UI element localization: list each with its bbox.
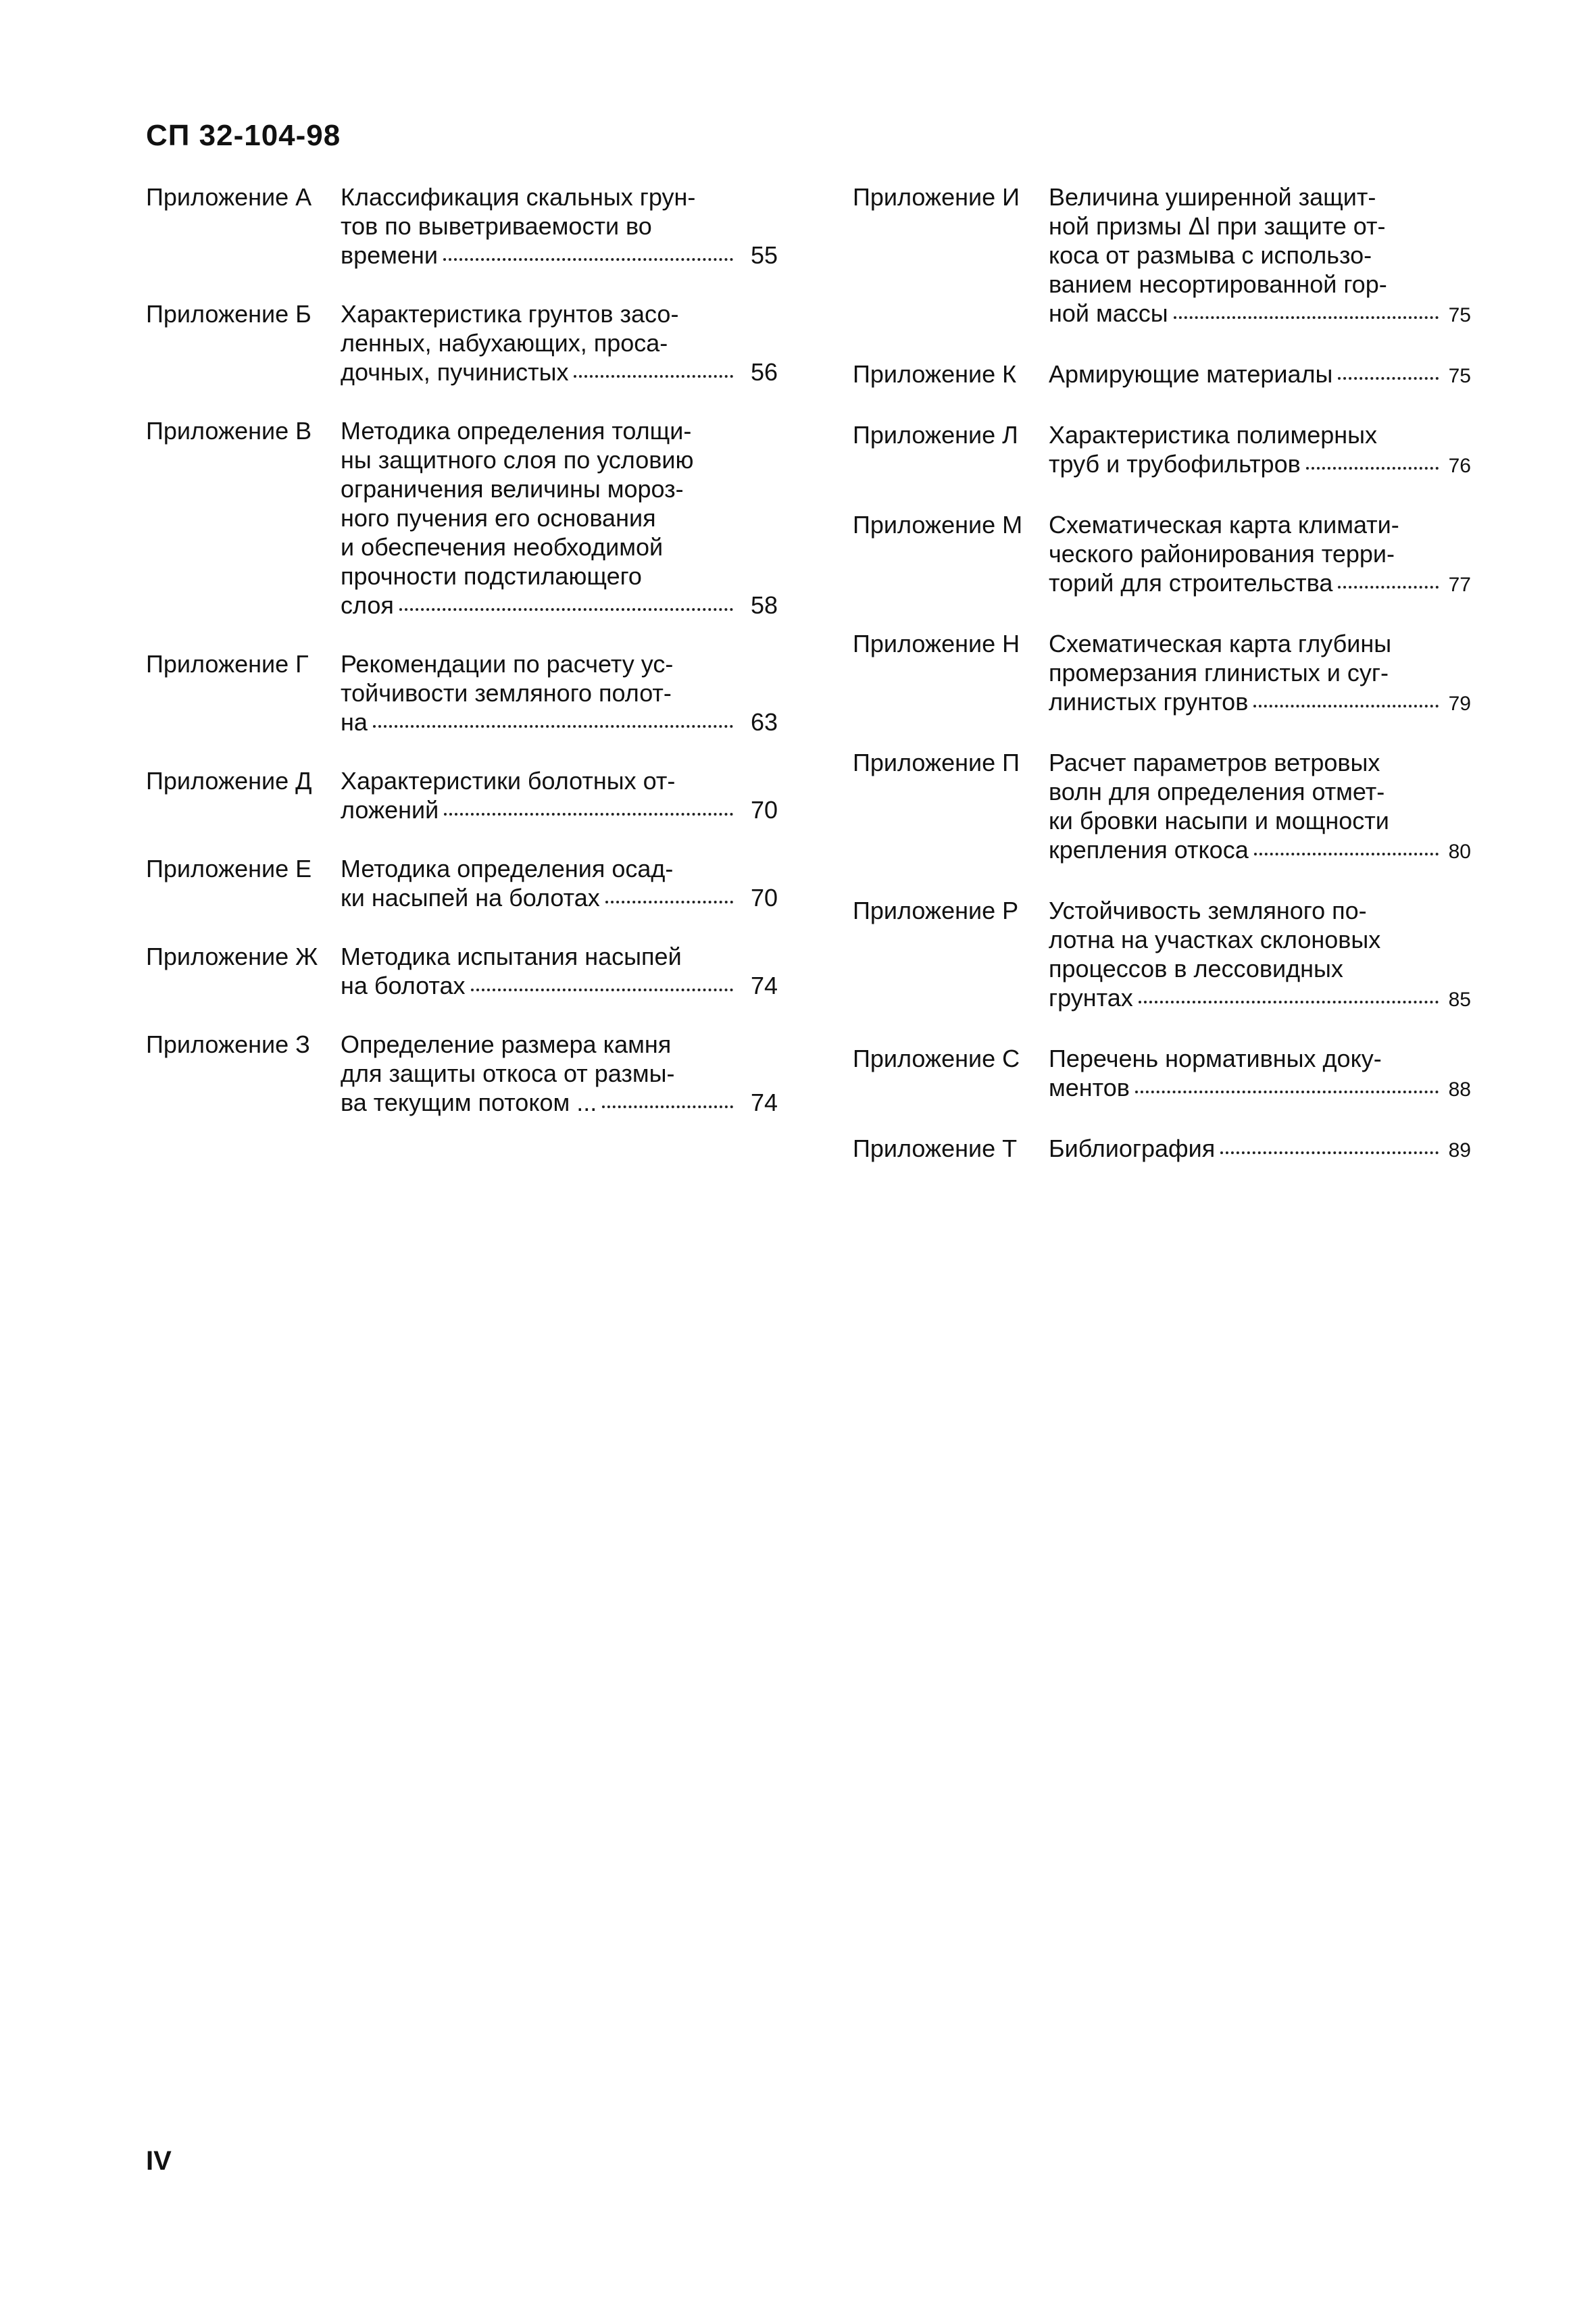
title-line: и обеспечения необходимой bbox=[341, 533, 664, 561]
page-number: 77 bbox=[1448, 574, 1471, 596]
title-last-line bbox=[1049, 568, 1471, 599]
toc-entry[interactable] bbox=[146, 942, 778, 1000]
page-number: 79 bbox=[1448, 693, 1471, 715]
toc-entry[interactable] bbox=[853, 1134, 1471, 1165]
page-number: 76 bbox=[1448, 455, 1471, 477]
title-line: тойчивости земляного полот- bbox=[341, 679, 672, 707]
appendix-label: Приложение Г bbox=[146, 650, 309, 678]
toc-left-column bbox=[146, 182, 778, 1147]
title-last-line bbox=[341, 241, 778, 270]
appendix-label: Приложение В bbox=[146, 417, 312, 445]
appendix-title bbox=[1049, 896, 1471, 1014]
title-line: для защиты откоса от размы- bbox=[341, 1060, 675, 1087]
appendix-title bbox=[1049, 359, 1471, 391]
dot-leader bbox=[1174, 316, 1439, 319]
title-line: крепления откоса bbox=[1049, 836, 1249, 864]
title-line: волн для определения отмет- bbox=[1049, 778, 1385, 805]
title-line: ленных, набухающих, проса- bbox=[341, 329, 668, 357]
page-number: 56 bbox=[750, 358, 778, 386]
page-number: 89 bbox=[1448, 1139, 1471, 1162]
title-line: ва текущим потоком ... bbox=[341, 1089, 597, 1116]
appendix-title bbox=[341, 299, 778, 387]
appendix-title bbox=[1049, 420, 1471, 480]
title-line: ванием несортированной гор- bbox=[1049, 270, 1387, 298]
page-number: 74 bbox=[750, 972, 778, 999]
page-number: 70 bbox=[750, 884, 778, 912]
dot-leader bbox=[1139, 1001, 1439, 1003]
appendix-label: Приложение Р bbox=[853, 897, 1019, 924]
title-last-line bbox=[1049, 449, 1471, 480]
toc-entry[interactable] bbox=[146, 299, 778, 387]
title-line: торий для строительства bbox=[1049, 569, 1333, 597]
title-last-line bbox=[341, 883, 778, 912]
dot-leader bbox=[1220, 1151, 1439, 1154]
appendix-label: Приложение С bbox=[853, 1045, 1020, 1072]
title-line: Классификация скальных грун- bbox=[341, 183, 696, 211]
title-line: грунтах bbox=[1049, 984, 1133, 1012]
title-last-line bbox=[341, 357, 778, 387]
page-number: 70 bbox=[750, 796, 778, 824]
title-line: на bbox=[341, 708, 368, 736]
title-line: Армирующие материалы bbox=[1049, 360, 1333, 388]
title-line: ки насыпей на болотах bbox=[341, 884, 600, 912]
title-line: времени bbox=[341, 241, 438, 269]
title-line: Характеристика полимерных bbox=[1049, 421, 1378, 449]
title-line: ложений bbox=[341, 796, 439, 824]
appendix-title bbox=[1049, 629, 1471, 718]
appendix-label: Приложение З bbox=[146, 1030, 310, 1058]
title-line: ограничения величины мороз- bbox=[341, 475, 684, 503]
title-line: Величина уширенной защит- bbox=[1049, 183, 1376, 211]
toc-entry[interactable] bbox=[853, 510, 1471, 599]
title-line: Определение размера камня bbox=[341, 1030, 672, 1058]
appendix-title bbox=[341, 182, 778, 270]
title-line: дочных, пучинистых bbox=[341, 358, 569, 386]
title-line: ны защитного слоя по условию bbox=[341, 446, 694, 474]
document-code: СП 32-104-98 bbox=[146, 119, 341, 152]
title-line: процессов в лессовидных bbox=[1049, 955, 1343, 982]
title-last-line bbox=[1049, 983, 1471, 1014]
title-line: Рекомендации по расчету ус- bbox=[341, 650, 674, 678]
title-last-line bbox=[1049, 299, 1471, 330]
appendix-label: Приложение М bbox=[853, 511, 1023, 539]
title-line: на болотах bbox=[341, 972, 466, 999]
appendix-label: Приложение К bbox=[853, 360, 1017, 388]
title-last-line bbox=[341, 707, 778, 737]
toc-entry[interactable] bbox=[146, 1030, 778, 1117]
appendix-label: Приложение И bbox=[853, 183, 1020, 211]
dot-leader bbox=[373, 725, 733, 728]
dot-leader bbox=[471, 989, 734, 991]
page-number: 85 bbox=[1448, 989, 1471, 1011]
toc-entry[interactable] bbox=[853, 1044, 1471, 1104]
toc-entry[interactable] bbox=[853, 629, 1471, 718]
title-last-line bbox=[341, 795, 778, 824]
title-line: Схематическая карта климати- bbox=[1049, 511, 1399, 539]
appendix-label: Приложение Ж bbox=[146, 943, 318, 970]
title-line: Методика определения осад- bbox=[341, 855, 674, 882]
toc-entry[interactable] bbox=[853, 896, 1471, 1014]
title-last-line bbox=[1049, 1073, 1471, 1104]
toc-entry[interactable] bbox=[146, 854, 778, 912]
dot-leader bbox=[605, 901, 733, 903]
dot-leader bbox=[399, 608, 733, 611]
title-last-line bbox=[341, 591, 778, 620]
title-line: тов по выветриваемости во bbox=[341, 212, 652, 240]
dot-leader bbox=[444, 813, 733, 816]
page-number: 75 bbox=[1448, 304, 1471, 326]
dot-leader bbox=[602, 1105, 733, 1108]
toc-entry[interactable] bbox=[853, 182, 1471, 330]
appendix-title bbox=[1049, 748, 1471, 866]
appendix-label: Приложение Б bbox=[146, 300, 311, 328]
title-last-line bbox=[1049, 359, 1471, 391]
appendix-title bbox=[341, 1030, 778, 1117]
title-line: ного пучения его основания bbox=[341, 504, 656, 532]
title-line: ной призмы Δl при защите от- bbox=[1049, 212, 1386, 240]
title-line: Схематическая карта глубины bbox=[1049, 630, 1392, 657]
title-line: Характеристика грунтов засо- bbox=[341, 300, 679, 328]
title-line: ки бровки насыпи и мощности bbox=[1049, 807, 1389, 835]
title-line: Методика определения толщи- bbox=[341, 417, 692, 445]
title-last-line bbox=[1049, 1134, 1471, 1165]
appendix-label: Приложение П bbox=[853, 749, 1020, 776]
page-folio: IV bbox=[146, 2146, 172, 2176]
title-line: слоя bbox=[341, 591, 394, 619]
toc-entry[interactable] bbox=[853, 359, 1471, 391]
title-line: коса от размыва с использо- bbox=[1049, 241, 1372, 269]
page-number: 63 bbox=[750, 708, 778, 736]
toc-entry[interactable] bbox=[146, 416, 778, 620]
title-line: ческого районирования терри- bbox=[1049, 540, 1395, 568]
appendix-label: Приложение Н bbox=[853, 630, 1020, 657]
title-line: труб и трубофильтров bbox=[1049, 450, 1301, 478]
appendix-title bbox=[341, 649, 778, 737]
appendix-title bbox=[341, 766, 778, 824]
appendix-title bbox=[341, 854, 778, 912]
title-line: линистых грунтов bbox=[1049, 688, 1249, 716]
page-number: 80 bbox=[1448, 841, 1471, 863]
appendix-title bbox=[1049, 510, 1471, 599]
title-last-line bbox=[341, 971, 778, 1000]
title-last-line bbox=[1049, 687, 1471, 718]
appendix-title bbox=[1049, 182, 1471, 330]
appendix-label: Приложение Т bbox=[853, 1135, 1018, 1162]
title-line: лотна на участках склоновых bbox=[1049, 926, 1381, 953]
toc-entry[interactable] bbox=[146, 182, 778, 270]
title-line: Библиография bbox=[1049, 1135, 1216, 1162]
title-last-line bbox=[1049, 835, 1471, 866]
title-last-line bbox=[341, 1088, 778, 1117]
dot-leader bbox=[1338, 377, 1439, 380]
page-number: 74 bbox=[750, 1089, 778, 1116]
page-number: 58 bbox=[750, 591, 778, 619]
appendix-label: Приложение Е bbox=[146, 855, 312, 882]
title-line: Характеристики болотных от- bbox=[341, 767, 676, 795]
toc-entry[interactable] bbox=[853, 420, 1471, 480]
title-line: ной массы bbox=[1049, 299, 1168, 327]
appendix-label: Приложение Д bbox=[146, 767, 312, 795]
appendix-title bbox=[1049, 1044, 1471, 1104]
toc-entry[interactable] bbox=[146, 649, 778, 737]
page-number: 75 bbox=[1448, 365, 1471, 387]
toc-right-column bbox=[853, 182, 1471, 1195]
toc-entry[interactable] bbox=[853, 748, 1471, 866]
dot-leader bbox=[1306, 467, 1439, 470]
appendix-label: Приложение Л bbox=[853, 421, 1018, 449]
title-line: Расчет параметров ветровых bbox=[1049, 749, 1380, 776]
title-line: Перечень нормативных доку- bbox=[1049, 1045, 1382, 1072]
appendix-title bbox=[341, 942, 778, 1000]
appendix-title bbox=[1049, 1134, 1471, 1165]
appendix-title bbox=[341, 416, 778, 620]
title-line: ментов bbox=[1049, 1074, 1130, 1101]
page-number: 55 bbox=[750, 241, 778, 269]
dot-leader bbox=[443, 258, 733, 261]
title-line: Методика испытания насыпей bbox=[341, 943, 682, 970]
dot-leader bbox=[1253, 705, 1439, 707]
dot-leader bbox=[1338, 586, 1439, 589]
appendix-label: Приложение А bbox=[146, 183, 312, 211]
page-number: 88 bbox=[1448, 1078, 1471, 1101]
dot-leader bbox=[574, 375, 733, 378]
dot-leader bbox=[1254, 853, 1439, 855]
title-line: прочности подстилающего bbox=[341, 562, 642, 590]
title-line: промерзания глинистых и суг- bbox=[1049, 659, 1389, 687]
toc-entry[interactable] bbox=[146, 766, 778, 824]
dot-leader bbox=[1135, 1091, 1439, 1093]
title-line: Устойчивость земляного по- bbox=[1049, 897, 1367, 924]
